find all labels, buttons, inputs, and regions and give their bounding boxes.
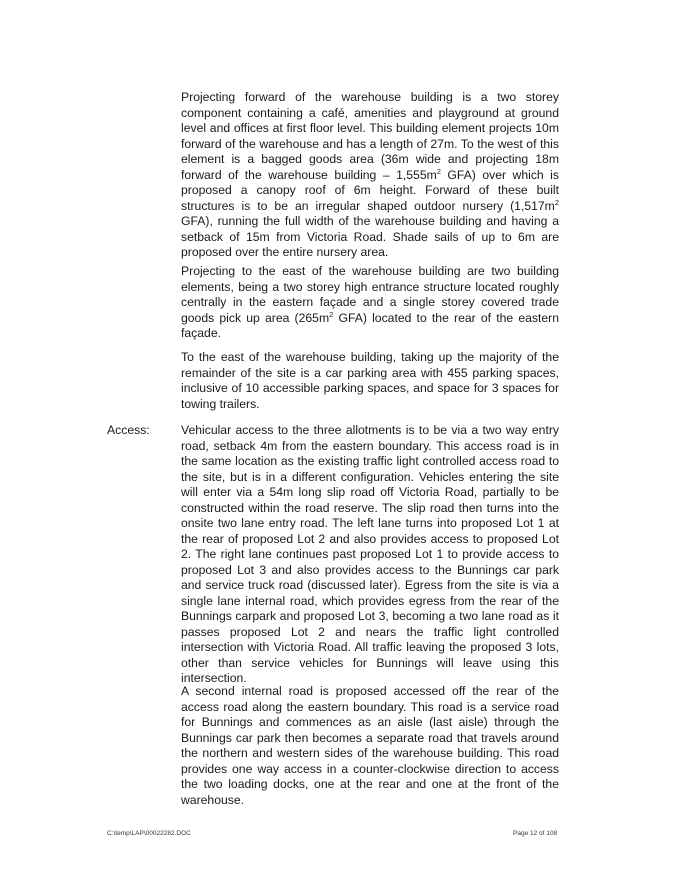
footer-page-number: Page 12 of 108 bbox=[513, 830, 558, 837]
paragraph-vehicular-access: Vehicular access to the three allotments is to be via a two way entry road, setback 4m from the eastern boundary. This access road is in the same location as the existing traffic light controlled access road to the site, but is in a different configuration. Vehicles entering the site will enter via a 54m long slip road off Victoria Road, partially to be constructed within the road reserve. The slip road then turns into the onsite two lane entry road. The left lane turns into proposed Lot 1 at the rear of proposed Lot 2 and also provides access to proposed Lot 2. The right lane continues past proposed Lot 1 to provide access to proposed Lot 3 and also provides access to the Bunnings car park and service truck road (discussed later). Egress from the site is via a single lane internal road, which provides egress from the rear of the Bunnings carpark and proposed Lot 3, becoming a two lane road as it passes proposed Lot 2 and nears the traffic light controlled intersection with Victoria Road. All traffic leaving the proposed 3 lots, other than service vehicles for Bunnings will leave using this intersection. bbox=[181, 423, 559, 685]
paragraph-warehouse-frontage: Projecting forward of the warehouse building is a two storey component containing a café, amenities and playground at ground level and offices at first floor level. This building element projects 10m forward of the warehouse and has a length of 27m. To the west of this element is a bagged goods area (36m wide and projecting 18m forward of the warehouse building – $1,555m^2$ GFA) over which is proposed a canopy roof of 6m height. Forward of these built structures is to be an irregular shaped outdoor nursery ($1,517m^2$ GFA), running the full width of the warehouse building and having a setback of 15m from Victoria Road. Shade sails of up to 6m are proposed over the entire nursery area. bbox=[181, 90, 559, 259]
paragraph-service-road: A second internal road is proposed accessed off the rear of the access road along the eastern boundary. This road is a service road for Bunnings and commences as an aisle (last aisle) through the Bunnings car park then becomes a separate road that travels around the northern and western sides of the warehouse building. This road provides one way access in a counter-clockwise direction to access the two loading docks, one at the rear and one at the front of the warehouse. bbox=[181, 684, 559, 807]
paragraph-car-parking: To the east of the warehouse building, taking up the majority of the remainder of the site is a car parking area with 455 parking spaces, inclusive of 10 accessible parking spaces, and space for 3 spaces for towing trailers. bbox=[181, 350, 559, 411]
access-label: Access: bbox=[107, 423, 150, 437]
paragraph-east-elements: Projecting to the east of the warehouse building are two building elements, being a two storey high entrance structure located roughly centrally in the eastern façade and a single storey covered trade goods pick up area ($265m^2$ GFA) located to the rear of the eastern façade. bbox=[181, 264, 559, 340]
footer-file-path: C:\temp\LAP\00022282.DOC bbox=[107, 830, 191, 837]
